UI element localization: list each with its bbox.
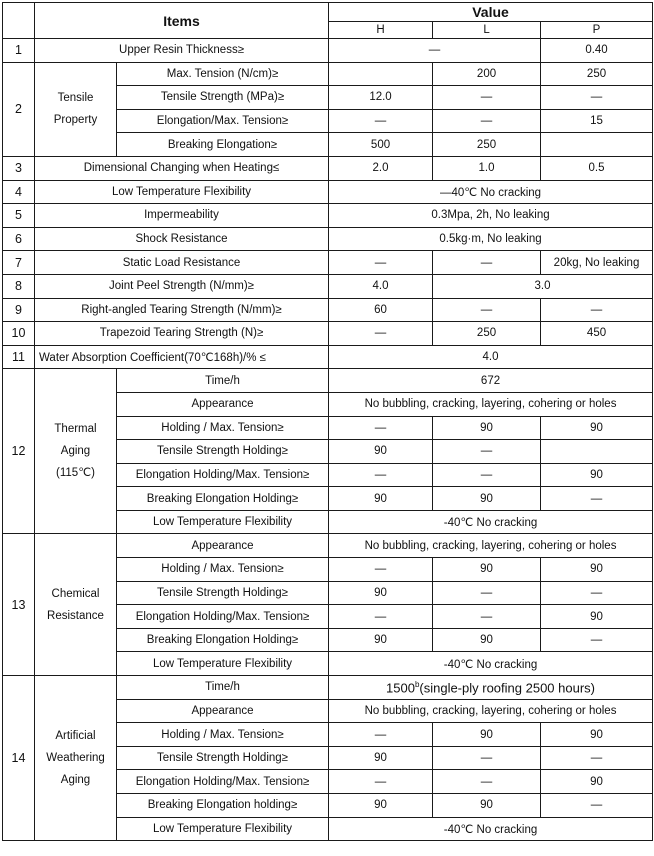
time-footnote-mark: b [414,679,420,689]
time-note: (single-ply roofing 2500 hours) [419,679,595,695]
group-line: Tensile [57,92,94,105]
row-number: 11 [3,345,35,369]
value-p [541,133,653,157]
value-h: — [329,723,433,747]
value-l: — [433,86,541,110]
group-label-artificial-weathering [35,676,117,841]
value-l: 250 [433,322,541,346]
value-p: — [541,746,653,770]
row-number: 8 [3,274,35,298]
value-h: 90 [329,581,433,605]
group-line: Weathering [46,752,105,765]
value-p: 90 [541,770,653,794]
table-row [3,180,653,204]
item-label: Low Temperature Flexibility [35,180,329,204]
item-label: Holding / Max. Tension≥ [117,416,329,440]
row-number: 14 [3,676,35,841]
row-number: 3 [3,156,35,180]
row-number: 2 [3,62,35,156]
value-all: —40℃ No cracking [329,180,653,204]
item-label: Appearance [117,392,329,416]
item-label: Breaking Elongation Holding≥ [117,628,329,652]
value-p: 90 [541,463,653,487]
value-p: 20kg, No leaking [541,251,653,275]
value-all: 672 [329,369,653,393]
table-row [3,204,653,228]
value-p: — [541,581,653,605]
value-all: -40℃ No cracking [329,817,653,841]
item-label: Low Temperature Flexibility [117,510,329,534]
value-p: — [541,298,653,322]
item-label: Breaking Elongation≥ [117,133,329,157]
item-label: Holding / Max. Tension≥ [117,558,329,582]
header-value: Value [329,3,653,22]
value-h: — [329,605,433,629]
value-p: 90 [541,558,653,582]
header-no-cell [3,3,35,39]
item-label: Low Temperature Flexibility [117,652,329,676]
value-l: — [433,251,541,275]
value-all: 0.3Mpa, 2h, No leaking [329,204,653,228]
value-l: — [433,440,541,464]
time-value: 1500 [386,679,415,695]
group-label-chemical-resistance [35,534,117,676]
value-p: — [541,86,653,110]
item-label: Static Load Resistance [35,251,329,275]
header-items: Items [35,3,329,39]
header-col-p: P [541,22,653,39]
table-row [3,62,653,86]
value-l: — [433,605,541,629]
row-number: 1 [3,39,35,63]
row-number: 4 [3,180,35,204]
group-label-thermal-aging [35,369,117,534]
value-all: No bubbling, cracking, layering, cohering or holes [329,534,653,558]
table-row [3,251,653,275]
item-label: Elongation Holding/Max. Tension≥ [117,463,329,487]
item-label: Elongation/Max. Tension≥ [117,109,329,133]
value-l: 90 [433,794,541,818]
item-label: Appearance [117,534,329,558]
value-l: — [433,581,541,605]
value-l: — [433,463,541,487]
value-p: 450 [541,322,653,346]
group-line: Chemical [51,587,100,600]
table-row [3,534,653,558]
value-h: 60 [329,298,433,322]
value-h: 90 [329,746,433,770]
group-line: Thermal [54,423,97,436]
table-row [3,156,653,180]
row-number: 12 [3,369,35,534]
value-l: 200 [433,62,541,86]
value-p: — [541,487,653,511]
item-label: Right-angled Tearing Strength (N/mm)≥ [35,298,329,322]
item-label: Dimensional Changing when Heating≤ [35,156,329,180]
value-all: -40℃ No cracking [329,652,653,676]
value-h: 90 [329,794,433,818]
row-number: 10 [3,322,35,346]
header-col-l: L [433,22,541,39]
group-line: Artificial [55,730,96,743]
item-label: Tensile Strength Holding≥ [117,581,329,605]
value-l: — [433,770,541,794]
value-h [329,62,433,86]
group-line: Property [53,114,98,127]
value-h: — [329,251,433,275]
value-p [541,440,653,464]
item-label: Elongation Holding/Max. Tension≥ [117,605,329,629]
table-row [3,322,653,346]
item-label: Tensile Strength Holding≥ [117,440,329,464]
item-label: Max. Tension (N/cm)≥ [117,62,329,86]
group-line: Resistance [47,609,104,622]
value-l: — [433,298,541,322]
table-row [3,676,653,700]
item-label: Holding / Max. Tension≥ [117,723,329,747]
group-line: Aging [60,774,91,787]
row-number: 13 [3,534,35,676]
item-label: Low Temperature Flexibility [117,817,329,841]
value-h: — [329,109,433,133]
value-p: 15 [541,109,653,133]
value-lp: 3.0 [433,274,653,298]
value-p: 0.40 [541,39,653,63]
header-row [3,3,653,22]
row-number: 9 [3,298,35,322]
table-row [3,39,653,63]
value-l: 250 [433,133,541,157]
item-label: Tensile Strength Holding≥ [117,746,329,770]
value-l: 90 [433,628,541,652]
value-l: — [433,746,541,770]
item-label: Tensile Strength (MPa)≥ [117,86,329,110]
value-p: — [541,628,653,652]
specification-table [2,2,653,841]
value-p: 0.5 [541,156,653,180]
item-label: Upper Resin Thickness≥ [35,39,329,63]
value-p: 90 [541,723,653,747]
item-label: Breaking Elongation holding≥ [117,794,329,818]
header-col-h: H [329,22,433,39]
value-h: 12.0 [329,86,433,110]
table-row [3,227,653,251]
value-h: — [329,416,433,440]
value-p: 250 [541,62,653,86]
value-p: 90 [541,605,653,629]
value-all: -40℃ No cracking [329,510,653,534]
item-label: Breaking Elongation Holding≥ [117,487,329,511]
value-h: 90 [329,628,433,652]
group-line: Aging [60,445,91,458]
value-l: 90 [433,487,541,511]
value-all [329,676,653,700]
value-all: 0.5kg·m, No leaking [329,227,653,251]
value-hl: — [329,39,541,63]
value-l: — [433,109,541,133]
item-label: Shock Resistance [35,227,329,251]
table-row [3,274,653,298]
value-l: 1.0 [433,156,541,180]
item-label: Impermeability [35,204,329,228]
value-h: 2.0 [329,156,433,180]
table-row [3,345,653,369]
value-h: — [329,322,433,346]
row-number: 6 [3,227,35,251]
item-label: Water Absorption Coefficient(70℃168h)/% ≤ [35,345,329,369]
item-label: Elongation Holding/Max. Tension≥ [117,770,329,794]
table-row [3,298,653,322]
row-number: 7 [3,251,35,275]
value-h: 4.0 [329,274,433,298]
value-l: 90 [433,416,541,440]
item-label: Time/h [117,676,329,700]
value-p: 90 [541,416,653,440]
value-h: 90 [329,440,433,464]
value-l: 90 [433,723,541,747]
value-all: 4.0 [329,345,653,369]
item-label: Appearance [117,699,329,723]
value-p: — [541,794,653,818]
value-all: No bubbling, cracking, layering, cohering or holes [329,699,653,723]
group-label-tensile [35,62,117,156]
value-l: 90 [433,558,541,582]
row-number: 5 [3,204,35,228]
value-h: 500 [329,133,433,157]
item-label: Joint Peel Strength (N/mm)≥ [35,274,329,298]
value-all: No bubbling, cracking, layering, cohering or holes [329,392,653,416]
value-h: — [329,463,433,487]
table-row [3,369,653,393]
item-label: Trapezoid Tearing Strength (N)≥ [35,322,329,346]
value-h: 90 [329,487,433,511]
item-label: Time/h [117,369,329,393]
value-h: — [329,770,433,794]
group-line: (115℃) [56,467,95,480]
value-h: — [329,558,433,582]
